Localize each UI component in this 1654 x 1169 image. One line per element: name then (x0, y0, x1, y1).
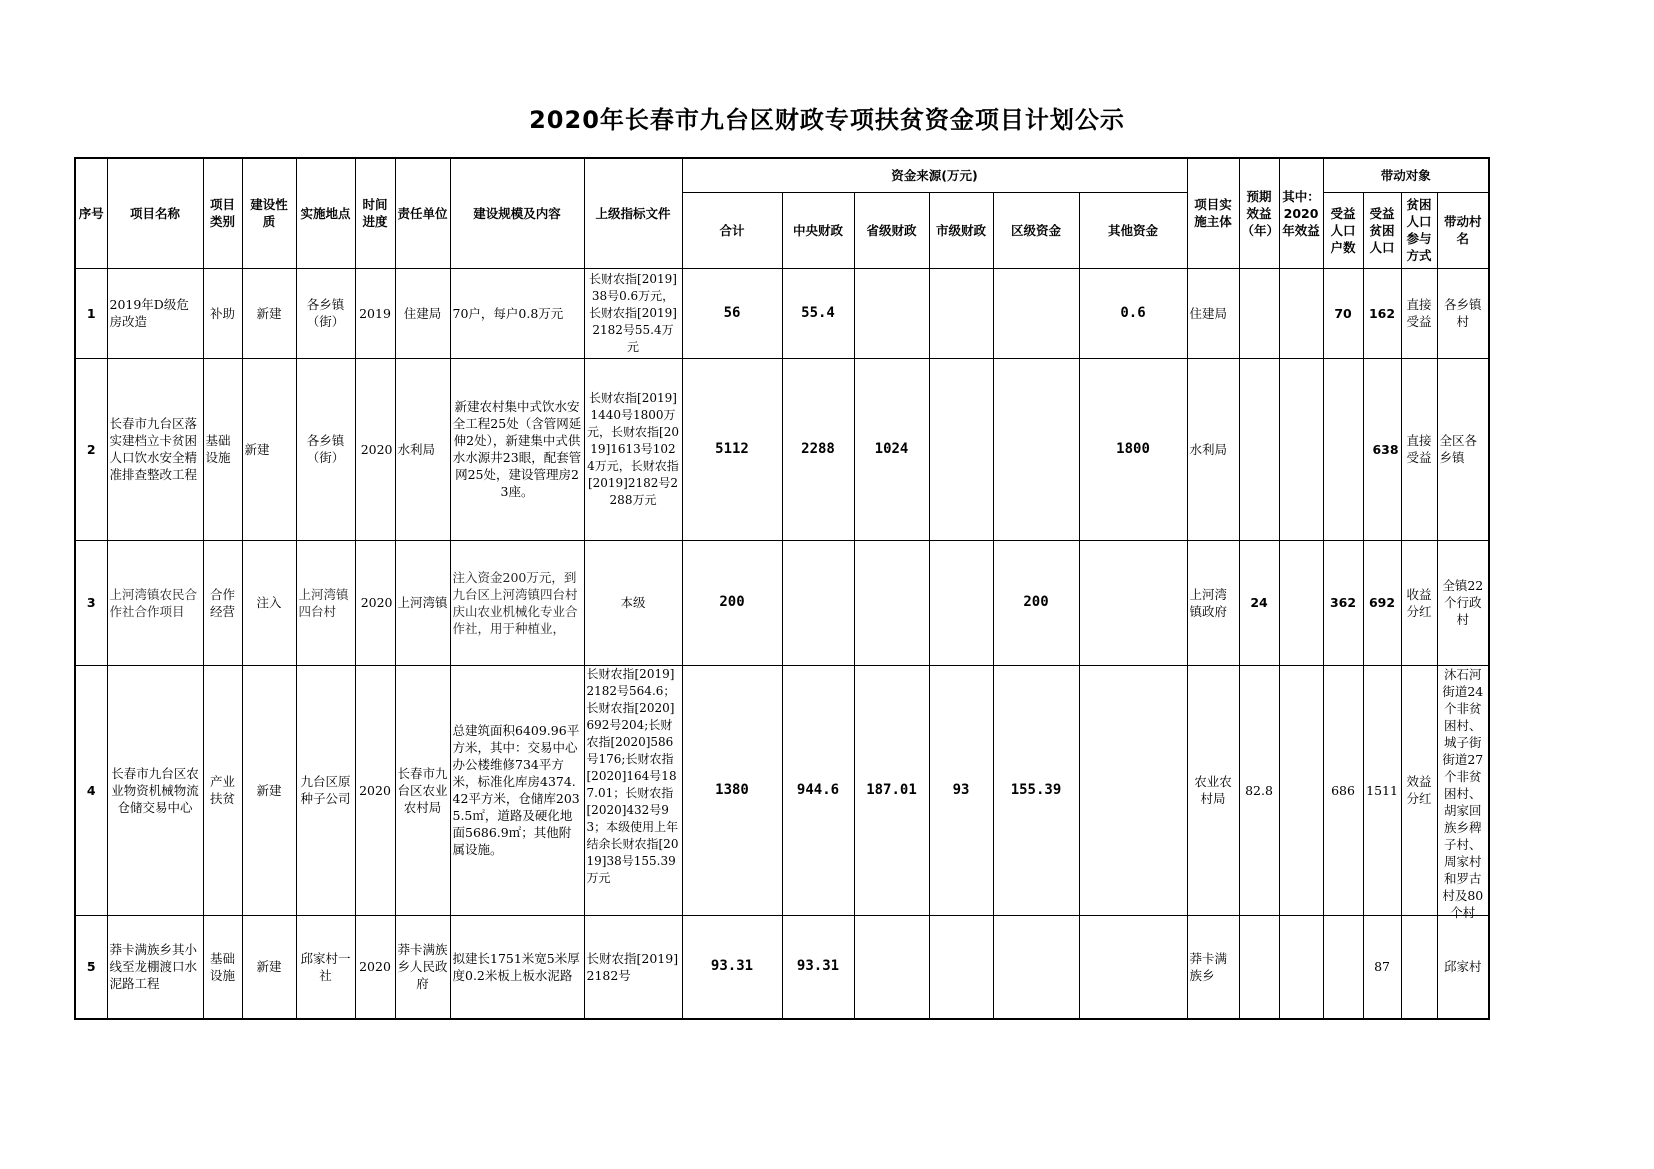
project-table (74, 157, 1490, 1020)
cell-poor: 692 (1363, 540, 1401, 665)
cell-location: 各乡镇（街） (296, 268, 355, 358)
cell-city (929, 915, 993, 1019)
cell-name: 2019年D级危房改造 (107, 268, 203, 358)
cell-unit: 水利局 (395, 358, 450, 540)
cell-villages (1437, 665, 1489, 920)
cell-central: 93.31 (782, 915, 854, 1019)
cell-provincial (854, 268, 929, 358)
header-nature: 建设性质 (242, 158, 296, 268)
cell-nature: 新建 (242, 358, 296, 540)
cell-time: 2019 (355, 268, 395, 358)
cell-central: 944.6 (782, 665, 854, 915)
cell-total: 93.31 (682, 915, 782, 1019)
cell-central: 2288 (782, 358, 854, 540)
cell-city (929, 540, 993, 665)
cell-time: 2020 (355, 665, 395, 915)
header-category: 项目类别 (203, 158, 242, 268)
cell-category: 合作经营 (203, 540, 242, 665)
cell-benefit2020 (1279, 665, 1323, 915)
header-drive-group: 带动对象 (1323, 158, 1489, 192)
cell-scale: 拟建长1751米宽5米厚度0.2米板上板水泥路 (450, 915, 584, 1019)
cell-total: 200 (682, 540, 782, 665)
cell-villages: 全区各乡镇 (1437, 358, 1489, 540)
cell-city (929, 358, 993, 540)
cell-unit: 长春市九台区农业农村局 (395, 665, 450, 915)
cell-time: 2020 (355, 540, 395, 665)
cell-district (993, 915, 1079, 1019)
header-unit: 责任单位 (395, 158, 450, 268)
header-other: 其他资金 (1079, 192, 1187, 268)
cell-nature: 新建 (242, 665, 296, 915)
cell-implementer: 住建局 (1187, 268, 1239, 358)
header-provincial: 省级财政 (854, 192, 929, 268)
cell-poor: 162 (1363, 268, 1401, 358)
cell-doc (584, 665, 682, 915)
cell-city (929, 268, 993, 358)
cell-unit: 上河湾镇 (395, 540, 450, 665)
cell-households (1323, 915, 1363, 1019)
cell-provincial (854, 540, 929, 665)
cell-nature: 新建 (242, 915, 296, 1019)
cell-name: 上河湾镇农民合作社合作项目 (107, 540, 203, 665)
header-expected: 预期效益（年） (1239, 158, 1279, 268)
cell-method: 直接受益 (1401, 268, 1437, 358)
table-row (75, 268, 1489, 358)
cell-households: 686 (1323, 665, 1363, 915)
cell-category: 基础设施 (203, 358, 242, 540)
cell-district: 200 (993, 540, 1079, 665)
cell-doc: 本级 (584, 540, 682, 665)
cell-district (993, 358, 1079, 540)
cell-central: 55.4 (782, 268, 854, 358)
cell-seq: 3 (75, 540, 107, 665)
cell-unit: 住建局 (395, 268, 450, 358)
cell-other (1079, 665, 1187, 915)
header-location: 实施地点 (296, 158, 355, 268)
cell-total: 5112 (682, 358, 782, 540)
cell-district (993, 268, 1079, 358)
cell-villages: 全镇22个行政村 (1437, 540, 1489, 665)
cell-poor: 87 (1363, 915, 1401, 1019)
header-name: 项目名称 (107, 158, 203, 268)
cell-method: 直接受益 (1401, 358, 1437, 540)
cell-poor: 638 (1363, 358, 1401, 540)
cell-district: 155.39 (993, 665, 1079, 915)
cell-benefit2020 (1279, 358, 1323, 540)
cell-provincial: 187.01 (854, 665, 929, 915)
cell-villages: 各乡镇村 (1437, 268, 1489, 358)
table-row (75, 540, 1489, 665)
cell-name: 长春市九台区农业物资机械物流仓储交易中心 (107, 665, 203, 915)
cell-location: 九台区原种子公司 (296, 665, 355, 915)
cell-location: 各乡镇（街） (296, 358, 355, 540)
header-total: 合计 (682, 192, 782, 268)
cell-scale: 70户，每户0.8万元 (450, 268, 584, 358)
cell-benefit2020 (1279, 268, 1323, 358)
cell-scale: 注入资金200万元，到九台区上河湾镇四台村庆山农业机械化专业合作社，用于种植业， (450, 540, 584, 665)
doc-text: 长财农指[2019]2182号564.6；长财农指[2020]692号204;长财农指[2020]586号176;长财农指[2020]164号187.01；长财农指[2020]432号93；本级使用上年结余长财农指[2019]38号155.39万元 (586, 666, 679, 885)
cell-implementer: 上河湾镇政府 (1187, 540, 1239, 665)
header-doc: 上级指标文件 (584, 158, 682, 268)
cell-seq: 4 (75, 665, 107, 915)
cell-households (1323, 358, 1363, 540)
cell-location: 邱家村一社 (296, 915, 355, 1019)
header-district: 区级资金 (993, 192, 1079, 268)
cell-seq: 2 (75, 358, 107, 540)
cell-seq: 5 (75, 915, 107, 1019)
cell-other: 1800 (1079, 358, 1187, 540)
cell-other: 0.6 (1079, 268, 1187, 358)
cell-doc: 长财农指[2019]1440号1800万元，长财农指[2019]1613号1024万元，长财农指[2019]2182号2288万元 (584, 358, 682, 540)
cell-category: 基础设施 (203, 915, 242, 1019)
header-poor: 受益贫困人口 (1363, 192, 1401, 268)
cell-city: 93 (929, 665, 993, 915)
cell-poor: 1511 (1363, 665, 1401, 915)
page-title: 2020年长春市九台区财政专项扶贫资金项目计划公示 (529, 106, 1125, 134)
cell-doc: 长财农指[2019]38号0.6万元，长财农指[2019]2182号55.4万元 (584, 268, 682, 358)
cell-scale: 新建农村集中式饮水安全工程25处（含管网延伸2处），新建集中式供水水源井23眼，配套管网25处，建设管理房23座。 (450, 358, 584, 540)
header-method: 贫困人口参与方式 (1401, 192, 1437, 268)
cell-expected (1239, 915, 1279, 1019)
cell-doc: 长财农指[2019]2182号 (584, 915, 682, 1019)
cell-method: 收益分红 (1401, 540, 1437, 665)
cell-implementer: 莽卡满族乡 (1187, 915, 1239, 1019)
cell-benefit2020 (1279, 540, 1323, 665)
cell-expected: 24 (1239, 540, 1279, 665)
cell-provincial (854, 915, 929, 1019)
cell-households: 70 (1323, 268, 1363, 358)
cell-time: 2020 (355, 358, 395, 540)
header-seq: 序号 (75, 158, 107, 268)
cell-nature: 新建 (242, 268, 296, 358)
cell-scale: 总建筑面积6409.96平方米，其中：交易中心办公楼维修734平方米，标准化库房4374.42平方米，仓储库2035.5㎡，道路及硬化地面5686.9㎡；其他附属设施。 (450, 665, 584, 915)
table-row (75, 665, 1489, 915)
cell-other (1079, 540, 1187, 665)
cell-provincial: 1024 (854, 358, 929, 540)
header-households: 受益人口户数 (1323, 192, 1363, 268)
cell-implementer: 水利局 (1187, 358, 1239, 540)
cell-category: 产业扶贫 (203, 665, 242, 915)
header-scale: 建设规模及内容 (450, 158, 584, 268)
cell-time: 2020 (355, 915, 395, 1019)
cell-seq: 1 (75, 268, 107, 358)
cell-villages: 邱家村 (1437, 915, 1489, 1019)
cell-method: 效益分红 (1401, 665, 1437, 915)
cell-expected (1239, 358, 1279, 540)
cell-location: 上河湾镇四台村 (296, 540, 355, 665)
cell-benefit2020 (1279, 915, 1323, 1019)
villages-text: 沐石河街道24个非贫困村、城子街街道27个非贫困村、胡家回族乡稗子村、周家村和罗古村及80个村 (1442, 666, 1484, 920)
cell-total: 56 (682, 268, 782, 358)
header-funds-group: 资金来源(万元) (682, 158, 1187, 192)
table-row (75, 915, 1489, 1019)
header-central: 中央财政 (782, 192, 854, 268)
cell-expected (1239, 268, 1279, 358)
cell-name: 莽卡满族乡其小线至龙棚渡口水泥路工程 (107, 915, 203, 1019)
cell-method (1401, 915, 1437, 1019)
cell-unit: 莽卡满族乡人民政府 (395, 915, 450, 1019)
header-benefit2020: 其中：2020年效益 (1279, 158, 1323, 268)
header-implementer: 项目实施主体 (1187, 158, 1239, 268)
header-villages: 带动村名 (1437, 192, 1489, 268)
cell-nature: 注入 (242, 540, 296, 665)
cell-central (782, 540, 854, 665)
table-row (75, 358, 1489, 540)
cell-other (1079, 915, 1187, 1019)
cell-expected: 82.8 (1239, 665, 1279, 915)
header-time: 时间进度 (355, 158, 395, 268)
cell-total: 1380 (682, 665, 782, 915)
cell-name: 长春市九台区落实建档立卡贫困人口饮水安全精准排查整改工程 (107, 358, 203, 540)
cell-households: 362 (1323, 540, 1363, 665)
header-city: 市级财政 (929, 192, 993, 268)
cell-category: 补助 (203, 268, 242, 358)
cell-implementer: 农业农村局 (1187, 665, 1239, 915)
